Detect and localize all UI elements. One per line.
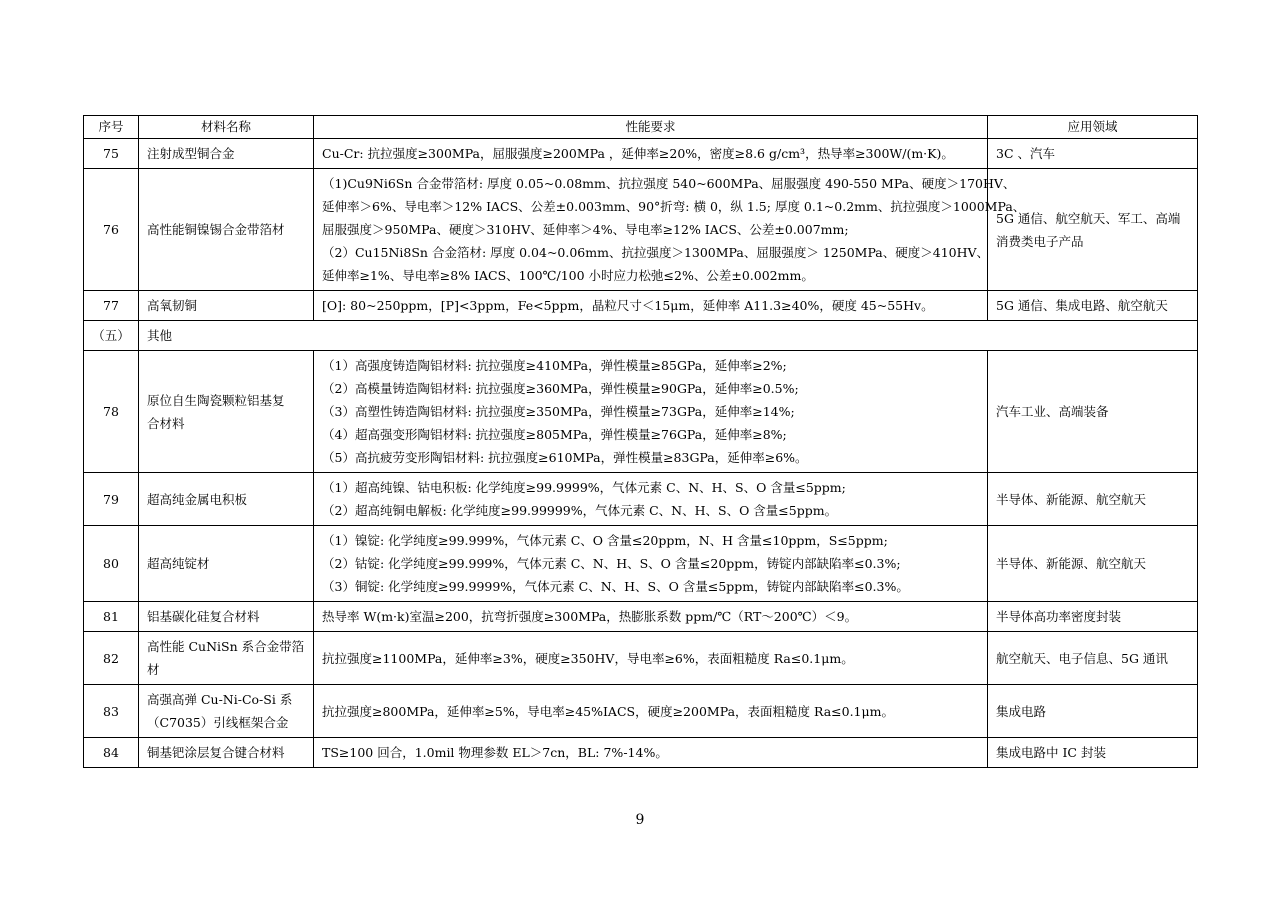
header-performance-requirements: 性能要求	[314, 116, 988, 139]
application-field-line: 集成电路	[996, 703, 1047, 719]
material-name-line: 高氧韧铜	[147, 298, 198, 313]
table-row	[84, 291, 1198, 321]
performance-requirements-line: （3）铜锭: 化学纯度≥99.9999%，气体元素 C、N、H、S、O 含量≤5ppm，铸锭内部缺陷率≤0.3%。	[322, 579, 909, 594]
material-name-line: 超高纯锭材	[147, 556, 210, 571]
application-field-line: 半导体、新能源、航空航天	[996, 556, 1147, 571]
material-name-line: 高性能 CuNiSn 系合金带箔	[147, 639, 305, 654]
serial-number: 78	[84, 351, 139, 473]
table-row	[84, 473, 1198, 526]
table-row	[84, 169, 1198, 291]
header-serial-number: 序号	[84, 116, 139, 139]
application-field-line: 集成电路中 IC 封装	[996, 745, 1106, 760]
section-title: 其他	[139, 321, 1198, 351]
material-name-line: 原位自生陶瓷颗粒铝基复	[147, 392, 285, 408]
performance-requirements-line: （2）高模量铸造陶铝材料: 抗拉强度≥360MPa，弹性模量≥90GPa，延伸率≥0.5%;	[322, 381, 799, 396]
material-name-cell	[139, 139, 314, 169]
application-field-line: 汽车工业、高端装备	[996, 404, 1109, 419]
material-name-cell	[139, 632, 314, 685]
performance-requirements-cell	[314, 291, 988, 321]
table-row	[84, 139, 1198, 169]
material-name-line: 高强高弹 Cu-Ni-Co-Si 系	[147, 692, 293, 707]
application-field-cell	[988, 139, 1198, 169]
serial-number: 75	[84, 139, 139, 169]
table-row	[84, 738, 1198, 768]
material-name-cell	[139, 351, 314, 473]
table-body	[84, 139, 1198, 768]
performance-requirements-line: （1）镍锭: 化学纯度≥99.999%，气体元素 C、O 含量≤20ppm，N、H 含量≤10ppm，S≤5ppm;	[322, 533, 888, 548]
application-field-line: 消费类电子产品	[996, 233, 1084, 249]
material-name-cell	[139, 169, 314, 291]
material-name-cell	[139, 526, 314, 602]
performance-requirements-cell	[314, 169, 1026, 291]
performance-requirements-line: （2）Cu15Ni8Sn 合金箔材: 厚度 0.04~0.06mm、抗拉强度＞1300MPa、屈服强度＞ 1250MPa、硬度＞410HV、	[322, 245, 990, 260]
material-name-line: 超高纯金属电积板	[147, 491, 248, 507]
material-name-line: （C7035）引线框架合金	[147, 715, 289, 730]
performance-requirements-cell	[314, 685, 988, 738]
application-field-line: 航空航天、电子信息、5G 通讯	[996, 650, 1168, 666]
material-name-line: 合材料	[147, 415, 185, 431]
serial-number: 82	[84, 632, 139, 685]
material-name-line: 材	[147, 662, 160, 677]
serial-number: 81	[84, 602, 139, 632]
application-field-cell	[988, 351, 1198, 473]
application-field-cell	[988, 526, 1198, 602]
table-header-row	[84, 116, 1198, 139]
performance-requirements-line: 抗拉强度≥1100MPa，延伸率≥3%，硬度≥350HV，导电率≥6%，表面粗糙度 Ra≤0.1μm。	[322, 650, 854, 666]
material-name-cell	[139, 473, 314, 526]
materials-table	[83, 115, 1198, 768]
application-field-cell	[988, 632, 1198, 685]
table-row	[84, 351, 1198, 473]
header-application-field: 应用领域	[988, 116, 1198, 139]
table-row	[84, 632, 1198, 685]
performance-requirements-line: [O]: 80~250ppm，[P]<3ppm，Fe<5ppm，晶粒尺寸＜15μm，延伸率 A11.3≥40%，硬度 45~55Hv。	[322, 298, 934, 313]
application-field-line: 5G 通信、航空航天、军工、高端	[996, 210, 1181, 226]
section-row	[84, 321, 1198, 351]
table-row	[84, 602, 1198, 632]
application-field-line: 5G 通信、集成电路、航空航天	[996, 298, 1168, 313]
material-name-line: 高性能铜镍锡合金带箔材	[147, 222, 285, 237]
application-field-cell	[988, 738, 1198, 768]
application-field-line: 半导体高功率密度封装	[996, 609, 1122, 624]
application-field-cell	[988, 169, 1198, 291]
application-field-cell	[988, 291, 1198, 321]
application-field-line: 3C 、汽车	[996, 146, 1055, 161]
performance-requirements-line: TS≥100 回合，1.0mil 物理参数 EL＞7cn，BL: 7%-14%。	[322, 745, 668, 760]
section-number: （五）	[84, 321, 139, 351]
performance-requirements-line: Cu-Cr: 抗拉强度≥300MPa，屈服强度≥200MPa ，延伸率≥20%，密度≥8.6 g/cm³，热导率≥300W/(m·K)。	[322, 146, 954, 161]
application-field-cell	[988, 685, 1198, 738]
material-name-line: 铜基钯涂层复合键合材料	[147, 745, 285, 760]
performance-requirements-line: 热导率 W(m·k)室温≥200，抗弯折强度≥300MPa，热膨胀系数 ppm/℃（RT～200℃）＜9。	[322, 609, 858, 624]
performance-requirements-line: （2）超高纯铜电解板: 化学纯度≥99.99999%，气体元素 C、N、H、S、O 含量≤5ppm。	[322, 503, 838, 518]
performance-requirements-line: 屈服强度＞950MPa、硬度＞310HV、延伸率＞4%、导电率≥12% IACS、公差±0.007mm;	[322, 222, 849, 237]
serial-number: 77	[84, 291, 139, 321]
material-name-cell	[139, 738, 314, 768]
table-row	[84, 526, 1198, 602]
material-name-cell	[139, 291, 314, 321]
serial-number: 76	[84, 169, 139, 291]
performance-requirements-line: （1）超高纯镍、钴电积板: 化学纯度≥99.9999%，气体元素 C、N、H、S、O 含量≤5ppm;	[322, 480, 846, 495]
performance-requirements-cell	[314, 139, 988, 169]
performance-requirements-line: （4）超高强变形陶铝材料: 抗拉强度≥805MPa，弹性模量≥76GPa，延伸率≥8%;	[322, 427, 787, 442]
performance-requirements-line: （3）高塑性铸造陶铝材料: 抗拉强度≥350MPa，弹性模量≥73GPa，延伸率≥14%;	[322, 404, 795, 419]
performance-requirements-cell	[314, 526, 988, 602]
application-field-cell	[988, 602, 1198, 632]
page-number: 9	[635, 812, 645, 828]
material-name-line: 铝基碳化硅复合材料	[147, 609, 260, 624]
performance-requirements-line: 延伸率≥1%、导电率≥8% IACS、100℃/100 小时应力松弛≤2%、公差±0.002mm。	[322, 268, 814, 283]
performance-requirements-line: （5）高抗疲劳变形陶铝材料: 抗拉强度≥610MPa，弹性模量≥83GPa，延伸率≥6%。	[322, 450, 808, 465]
performance-requirements-line: （1）高强度铸造陶铝材料: 抗拉强度≥410MPa，弹性模量≥85GPa，延伸率≥2%;	[322, 358, 787, 373]
performance-requirements-cell	[314, 602, 988, 632]
performance-requirements-cell	[314, 351, 988, 473]
performance-requirements-cell	[314, 473, 988, 526]
material-name-line: 注射成型铜合金	[147, 146, 235, 161]
performance-requirements-cell	[314, 738, 988, 768]
application-field-line: 半导体、新能源、航空航天	[996, 491, 1147, 507]
performance-requirements-line: （1)Cu9Ni6Sn 合金带箔材: 厚度 0.05~0.08mm、抗拉强度 540~600MPa、屈服强度 490-550 MPa、硬度＞170HV、	[322, 176, 1016, 191]
serial-number: 84	[84, 738, 139, 768]
performance-requirements-line: 延伸率＞6%、导电率＞12% IACS、公差±0.003mm、90°折弯: 横 0，纵 1.5; 厚度 0.1~0.2mm、抗拉强度＞1000MPa、	[322, 199, 1026, 214]
serial-number: 83	[84, 685, 139, 738]
header-material-name: 材料名称	[139, 116, 314, 139]
serial-number: 80	[84, 526, 139, 602]
material-name-cell	[139, 685, 314, 738]
serial-number: 79	[84, 473, 139, 526]
table-row	[84, 685, 1198, 738]
material-name-cell	[139, 602, 314, 632]
performance-requirements-line: 抗拉强度≥800MPa，延伸率≥5%，导电率≥45%IACS，硬度≥200MPa，表面粗糙度 Ra≤0.1μm。	[322, 703, 894, 719]
performance-requirements-cell	[314, 632, 988, 685]
application-field-cell	[988, 473, 1198, 526]
performance-requirements-line: （2）钴锭: 化学纯度≥99.999%，气体元素 C、N、H、S、O 含量≤20ppm，铸锭内部缺陷率≤0.3%;	[322, 556, 901, 571]
